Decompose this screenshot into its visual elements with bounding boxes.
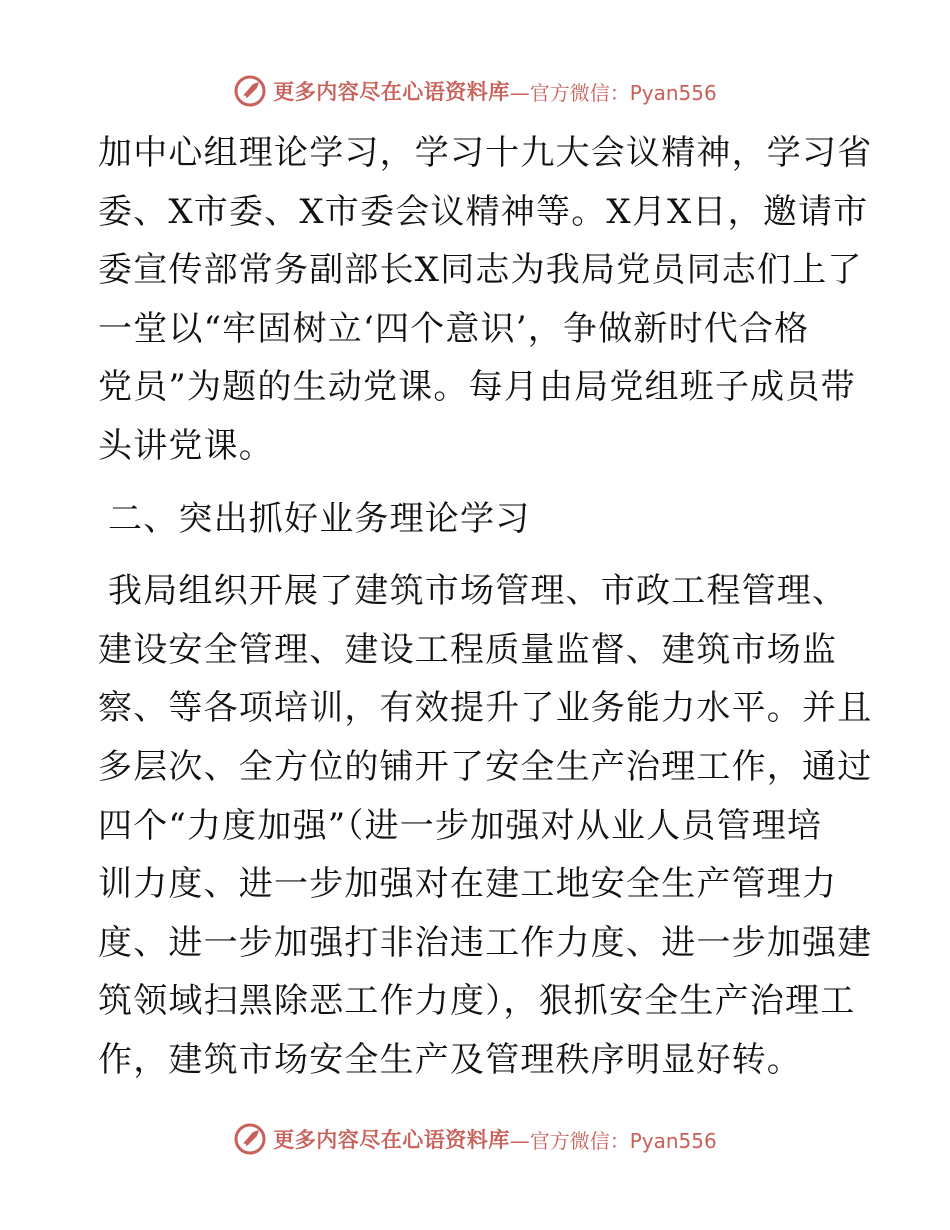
text-line: 一堂以“牢固树立‘四个意识’，争做新时代合格 [98, 308, 810, 349]
header-watermark-banner [0, 71, 950, 111]
banner-site-name: 更多内容尽在心语资料库 [273, 80, 510, 104]
paragraph-2 [98, 562, 873, 1089]
text-line: 头讲党课。 [98, 425, 274, 466]
text-line: 作，建筑市场安全生产及管理秩序明显好转。 [98, 1039, 802, 1080]
text-line: 党员”为题的生动党课。每月由局党组班子成员带 [98, 367, 856, 408]
document-body [98, 124, 873, 1090]
text-line: 多层次、全方位的铺开了安全生产治理工作，通过 [98, 746, 873, 787]
banner-contact: —官方微信：Pyan556 [509, 1128, 717, 1153]
text-line: 委、X市委、X市委会议精神等。X月X日，邀请市 [98, 191, 869, 232]
paragraph-1 [98, 124, 873, 476]
text-line: 察、等各项培训，有效提升了业务能力水平。并且 [98, 688, 873, 729]
logo-icon [233, 74, 267, 108]
text-line: 筑领域扫黑除恶工作力度），狠抓安全生产治理工 [98, 981, 856, 1022]
logo-icon [233, 1122, 267, 1156]
footer-watermark-banner [0, 1119, 950, 1159]
banner-contact: —官方微信：Pyan556 [509, 80, 717, 105]
text-line: 委宣传部常务副部长X同志为我局党员同志们上了 [98, 250, 863, 291]
text-line: 加中心组理论学习，学习十九大会议精神，学习省 [98, 133, 873, 173]
text-line: 度、进一步加强打非治违工作力度、进一步加强建 [98, 922, 873, 963]
text-line: 训力度、进一步加强对在建工地安全生产管理力 [98, 864, 838, 905]
text-line: 四个“力度加强”（进一步加强对从业人员管理培 [98, 805, 823, 846]
text-line: 我局组织开展了建筑市场管理、市政工程管理、 [108, 571, 848, 612]
banner-site-name: 更多内容尽在心语资料库 [273, 1128, 510, 1152]
text-line: 建设安全管理、建设工程质量监督、建筑市场监 [98, 629, 838, 670]
section-heading: 二、突出抓好业务理论学习 [108, 498, 531, 539]
